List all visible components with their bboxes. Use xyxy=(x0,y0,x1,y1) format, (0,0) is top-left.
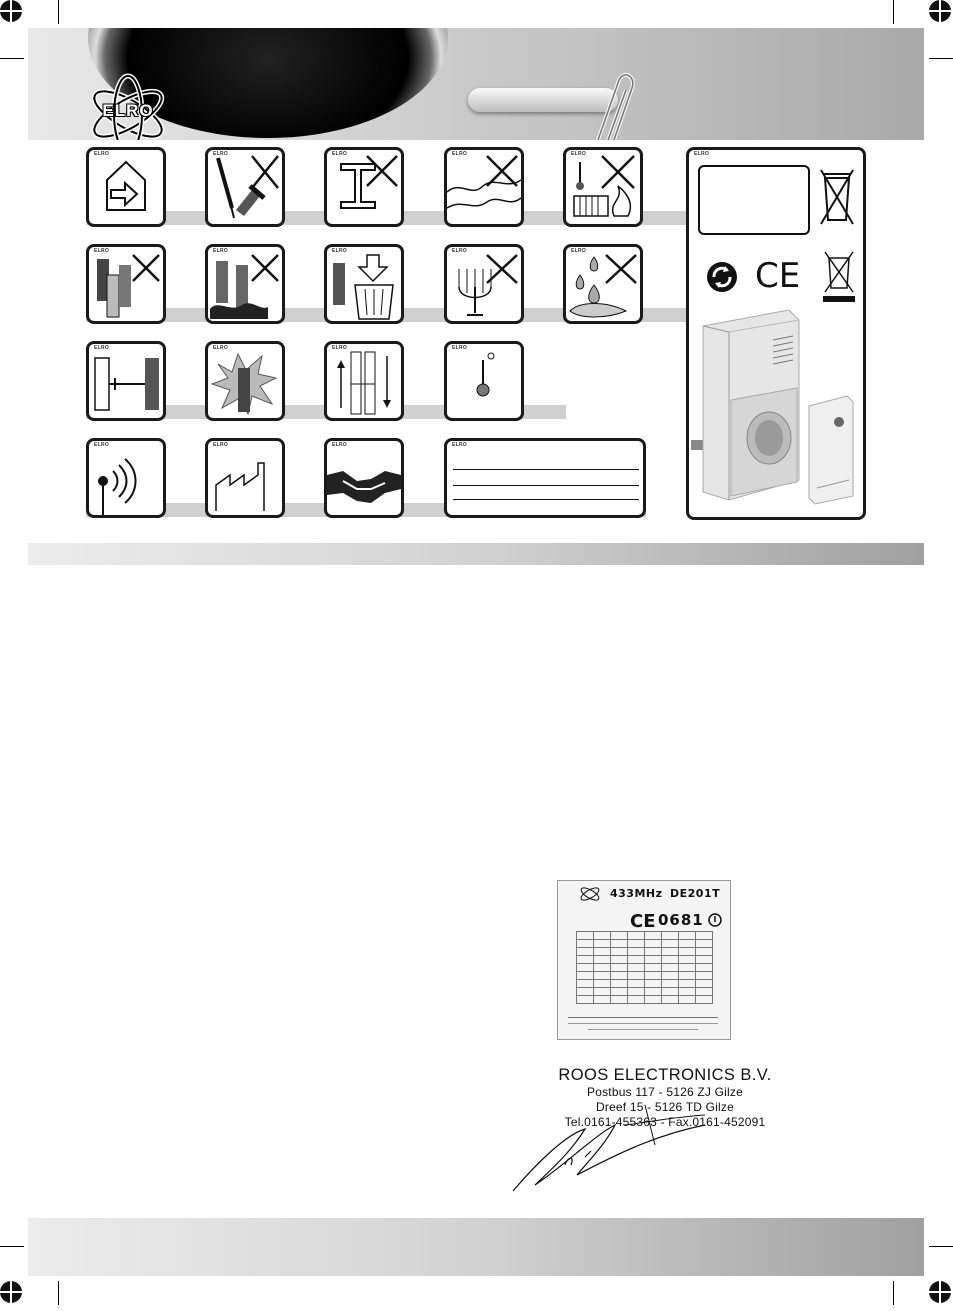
no-moisture-tile xyxy=(563,244,643,324)
tile-brand: ELRO xyxy=(94,248,110,254)
warranty-tile xyxy=(324,438,404,518)
temperature-tile xyxy=(444,341,524,421)
indoor-use-tile xyxy=(86,147,166,227)
battery-polarity-tile xyxy=(86,341,166,421)
indoor-building-tile xyxy=(205,438,285,518)
battery-insert-tile xyxy=(324,341,404,421)
no-leaking-battery-icon xyxy=(208,247,282,321)
no-leaking-batteries-tile xyxy=(205,244,285,324)
label-fineprint xyxy=(568,1023,718,1024)
trim-line xyxy=(929,58,953,59)
radio-signal-icon xyxy=(89,441,163,515)
notes-tile xyxy=(444,438,646,518)
label-notified-body: 0681 xyxy=(658,911,704,929)
label-frequency: 433MHz xyxy=(610,887,663,900)
company-address-line-2: Dreef 15 - 5126 TD Gilze xyxy=(596,1100,734,1114)
no-mixed-batteries-tile xyxy=(86,244,166,324)
tile-brand: ELRO xyxy=(332,151,348,157)
no-heat-tile xyxy=(563,147,643,227)
header-banner xyxy=(28,28,924,140)
no-screwdriver-icon xyxy=(208,150,282,224)
tile-brand: ELRO xyxy=(213,248,229,254)
crop-mark-top-right xyxy=(929,0,951,22)
blank-label-box xyxy=(698,165,810,235)
no-sand-dust-tile xyxy=(444,147,524,227)
trim-line xyxy=(929,1246,953,1247)
alert-circle-icon xyxy=(708,913,722,927)
tile-brand: ELRO xyxy=(332,442,348,448)
crop-mark-bottom-left xyxy=(0,1281,22,1303)
battery-alignment-icon xyxy=(89,344,163,418)
approval-label-image xyxy=(557,880,731,1040)
crossed-bin-icon xyxy=(817,164,857,228)
trim-line xyxy=(893,0,894,24)
exploding-battery-icon xyxy=(208,344,282,418)
note-line xyxy=(453,485,639,486)
battery-disposal-tile xyxy=(324,244,404,324)
ce-mark: CE xyxy=(755,256,801,296)
tile-brand: ELRO xyxy=(332,345,348,351)
note-line xyxy=(453,499,639,500)
company-name: ROOS ELECTRONICS B.V. xyxy=(558,1066,772,1084)
tile-brand: ELRO xyxy=(94,345,110,351)
no-tools-tile xyxy=(205,147,285,227)
house-arrow-icon xyxy=(89,150,163,224)
tile-brand: ELRO xyxy=(452,151,468,157)
no-impact-tile xyxy=(324,147,404,227)
no-short-circuit-tile xyxy=(205,341,285,421)
footer-bar xyxy=(28,1218,924,1276)
handshake-icon xyxy=(327,441,401,515)
signature xyxy=(505,1095,795,1195)
label-fineprint xyxy=(588,1029,698,1030)
company-phone-line: Tel.0161-455363 - Fax.0161-452091 xyxy=(564,1115,766,1129)
tile-brand: ELRO xyxy=(452,345,468,351)
product-panel xyxy=(686,147,866,520)
note-line xyxy=(453,469,639,470)
tile-brand: ELRO xyxy=(213,345,229,351)
paperclip-icon xyxy=(584,68,644,140)
elro-logo xyxy=(86,72,170,140)
trim-line xyxy=(893,1281,894,1305)
factory-icon xyxy=(208,441,282,515)
recycling-icon xyxy=(705,260,739,294)
trim-line xyxy=(0,58,24,59)
trim-line xyxy=(58,0,59,24)
company-address-line-1: Postbus 117 - 5126 ZJ Gilze xyxy=(587,1085,743,1099)
doorbell-plug-product-image xyxy=(689,310,865,510)
no-mixed-batteries-icon xyxy=(89,247,163,321)
no-water-drops-icon xyxy=(566,247,640,321)
elro-logo-small-icon xyxy=(578,885,602,903)
thermometer-icon xyxy=(447,344,521,418)
trim-line xyxy=(0,1246,24,1247)
tile-brand: ELRO xyxy=(452,248,468,254)
tile-brand: ELRO xyxy=(94,151,110,157)
label-ce-mark: CE xyxy=(630,911,656,932)
no-sand-icon xyxy=(447,150,521,224)
tile-brand: ELRO xyxy=(694,151,710,157)
tile-brand: ELRO xyxy=(332,248,348,254)
no-heater-fire-icon xyxy=(566,150,640,224)
tile-brand: ELRO xyxy=(213,151,229,157)
label-model: DE201T xyxy=(670,887,721,900)
battery-in-bin-icon xyxy=(327,247,401,321)
crop-mark-top-left xyxy=(0,0,22,22)
crop-mark-bottom-right xyxy=(929,1281,951,1303)
tile-brand: ELRO xyxy=(213,442,229,448)
tile-brand: ELRO xyxy=(571,248,587,254)
battery-orientation-icon xyxy=(327,344,401,418)
section-divider-bar xyxy=(28,543,924,565)
trim-line xyxy=(58,1281,59,1305)
no-steel-beam-icon xyxy=(327,150,401,224)
tile-brand: ELRO xyxy=(94,442,110,448)
logo-text: ELRO xyxy=(102,101,154,120)
country-table xyxy=(576,931,713,1004)
wireless-tile xyxy=(86,438,166,518)
tile-brand: ELRO xyxy=(452,442,468,448)
weee-bin-icon xyxy=(821,248,857,304)
no-open-flame-tile xyxy=(444,244,524,324)
tile-brand: ELRO xyxy=(571,151,587,157)
label-fineprint xyxy=(568,1017,718,1018)
no-candles-icon xyxy=(447,247,521,321)
